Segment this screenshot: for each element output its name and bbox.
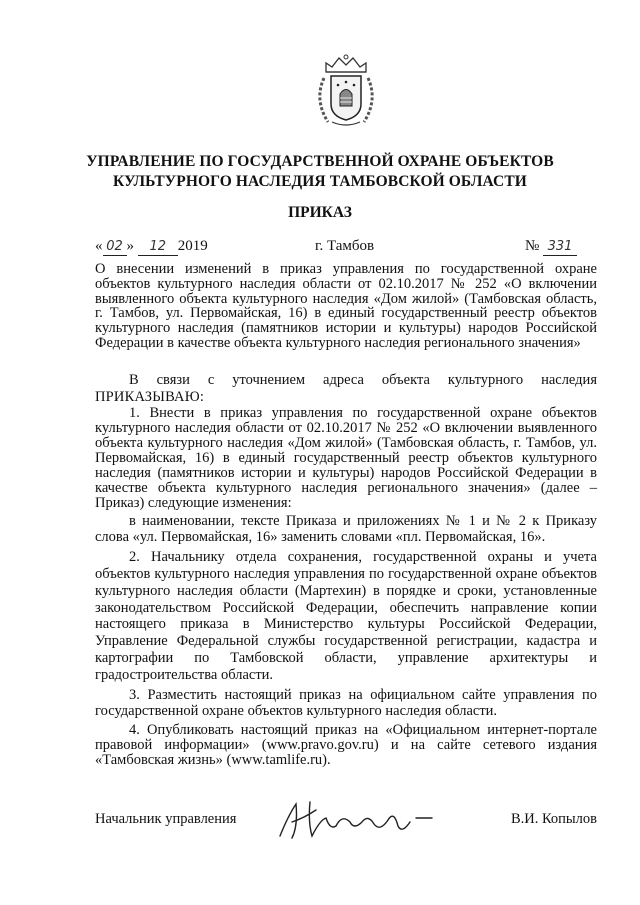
item-3: 3. Разместить настоящий приказ на официальном сайте управления по государственной охране объектов культурного наследия области.: [95, 686, 597, 720]
order-date: [95, 236, 208, 256]
order-subject: [95, 262, 597, 351]
handwritten-day: 02: [103, 239, 127, 256]
date-line: [95, 236, 595, 258]
signatory-position: Начальник управления: [95, 811, 237, 827]
item-2: 2. Начальнику отдела сохранения, государственной охраны и учета объектов культурного наследия управления по государственной охране объектов культурного наследия области (Мартехин) в порядке и сроки, установленные законодательством Российской Федерации, обеспечить направление копии настоящего приказа в Министерство культуры Российской Федерации, Управление Федеральной службы государственной регистрации, кадастра и картографии по Тамбовской области, управление архитектуры и градостроительства области.: [95, 549, 597, 683]
number-sign: №: [525, 238, 540, 254]
item-1-change: в наименовании, тексте Приказа и приложениях № 1 и № 2 к Приказу слова «ул. Первомайская, 16» заменить словами «пл. Первомайская, 16».: [95, 512, 597, 546]
document-type: ПРИКАЗ: [288, 204, 352, 221]
signatory-name: В.И. Копылов: [510, 811, 597, 827]
item-1: 1. Внести в приказ управления по государственной охране объектов культурного наследия области от 02.10.2017 № 252 «О включении выявленного объекта культурного наследия «Дом жилой» (Тамбовская область, г. Тамбов, ул. Первомайская, 16) в единый государственный реестр объектов культурного наследия (памятников истории и культуры) народов Российской Федерации в качестве объекта культурного наследия регионального значения» (далее – Приказ) следующие изменения:: [95, 404, 597, 511]
quote-open: «: [95, 238, 103, 254]
organization-name: [60, 152, 580, 192]
intro-paragraph: В связи с уточнением адреса объекта культурного наследия: [129, 372, 597, 388]
tambov-coat-of-arms-icon: [312, 52, 380, 128]
order-body: [95, 372, 597, 768]
order-word: ПРИКАЗЫВАЮ:: [95, 388, 205, 405]
order-year: 2019: [177, 238, 208, 254]
organization-name-line-2: КУЛЬТУРНОГО НАСЛЕДИЯ ТАМБОВСКОЙ ОБЛАСТИ: [113, 173, 527, 190]
handwritten-month: 12: [138, 239, 178, 256]
item-4: 4. Опубликовать настоящий приказ на «Официальном интернет-портале правовой информации» (www.pravo.gov.ru) и на сайте сетевого издания «Тамбовская жизнь» (www.tamlife.ru).: [95, 722, 597, 769]
order-number: [525, 236, 577, 256]
order-city: г. Тамбов: [315, 238, 375, 254]
organization-name-line-1: УПРАВЛЕНИЕ ПО ГОСУДАРСТВЕННОЙ ОХРАНЕ ОБЪЕКТОВ: [86, 153, 554, 170]
handwritten-signature: [270, 796, 445, 844]
signature-block: [95, 808, 597, 842]
quote-close: »: [126, 238, 134, 254]
subject-text: О внесении изменений в приказ управления по государственной охране объектов культурного наследия области от 02.10.2017 № 252 «О включении выявленного объекта культурного наследия «Дом жилой» (Тамбовская область, г. Тамбов, ул. Первомайская, 16) в единый государственный реестр объектов культурного наследия (памятников истории и культуры) народов Российской Федерации в качестве объекта культурного наследия регионального значения»: [95, 261, 597, 351]
handwritten-number: 331: [543, 239, 577, 256]
